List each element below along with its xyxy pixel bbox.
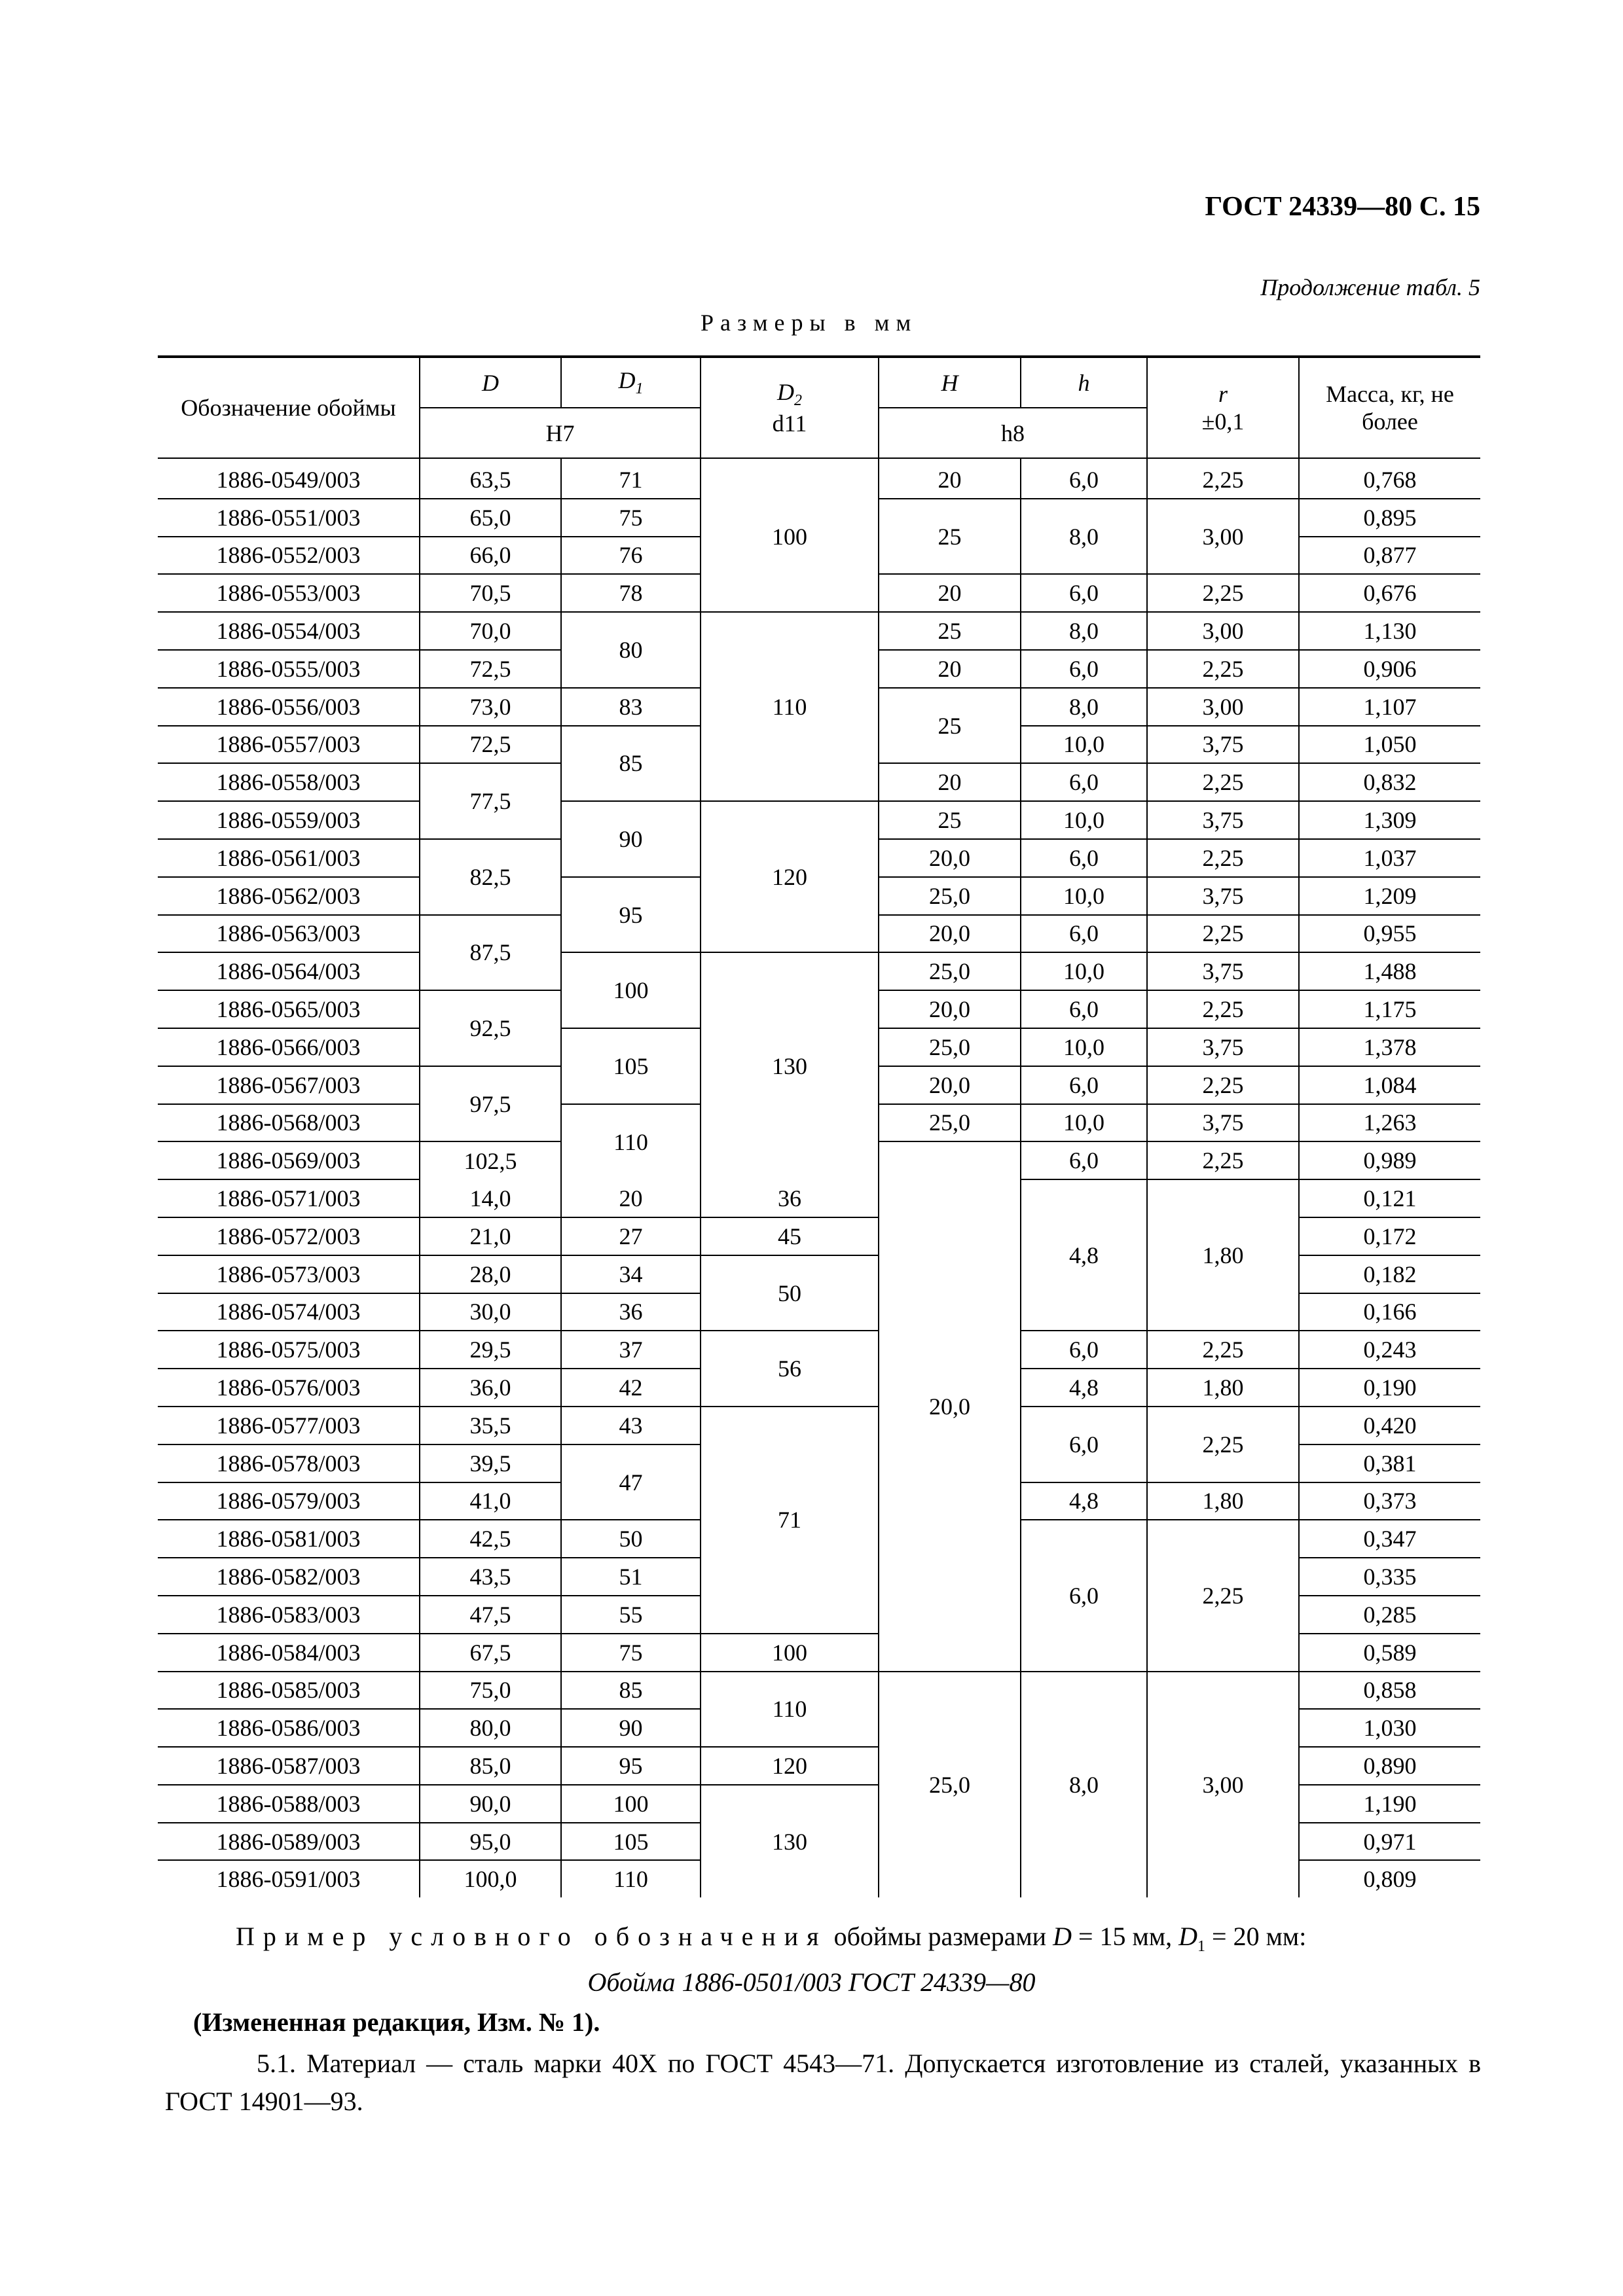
cell-h: 6,0	[1021, 990, 1147, 1028]
cell-mass: 0,890	[1299, 1747, 1480, 1785]
cell-d: 90,0	[420, 1785, 561, 1823]
cell-mass: 1,037	[1299, 839, 1480, 877]
cell-d: 87,5	[420, 915, 561, 991]
document-header: ГОСТ 24339—80 С. 15	[1205, 192, 1480, 222]
cell-d2: 130	[701, 952, 879, 1179]
cell-d: 72,5	[420, 726, 561, 764]
cell-mass: 0,676	[1299, 574, 1480, 612]
cell-mass: 0,347	[1299, 1520, 1480, 1558]
cell-d1: 55	[561, 1596, 701, 1634]
cell-designation: 1886-0579/003	[158, 1482, 420, 1520]
cell-designation: 1886-0569/003	[158, 1141, 420, 1179]
cell-mass: 1,050	[1299, 726, 1480, 764]
cell-designation: 1886-0587/003	[158, 1747, 420, 1785]
cell-r: 3,75	[1147, 1104, 1299, 1142]
cell-d1: 50	[561, 1520, 701, 1558]
table-row	[158, 1179, 1480, 1217]
cell-r: 2,25	[1147, 839, 1299, 877]
cell-d: 72,5	[420, 650, 561, 688]
cell-r: 3,75	[1147, 952, 1299, 990]
cell-designation: 1886-0562/003	[158, 877, 420, 915]
cell-h: 8,0	[1021, 499, 1147, 575]
cell-h: 20	[879, 574, 1021, 612]
cell-d: 39,5	[420, 1444, 561, 1482]
cell-d1: 51	[561, 1558, 701, 1596]
cell-designation: 1886-0565/003	[158, 990, 420, 1028]
cell-h: 25,0	[879, 952, 1021, 990]
cell-designation: 1886-0551/003	[158, 499, 420, 537]
cell-d: 47,5	[420, 1596, 561, 1634]
table-row	[158, 801, 1480, 839]
cell-d1: 90	[561, 1709, 701, 1747]
cell-h: 20,0	[879, 990, 1021, 1028]
cell-mass: 0,858	[1299, 1672, 1480, 1710]
cell-d: 97,5	[420, 1066, 561, 1142]
cell-r: 3,75	[1147, 801, 1299, 839]
cell-mass: 1,030	[1299, 1709, 1480, 1747]
units-caption: Размеры в мм	[701, 310, 918, 336]
cell-d: 67,5	[420, 1634, 561, 1672]
cell-r: 2,25	[1147, 1331, 1299, 1369]
cell-d1: 71	[561, 458, 701, 499]
cell-d2: 36	[701, 1179, 879, 1217]
dimensions-table	[158, 355, 1480, 1897]
cell-d1: 36	[561, 1293, 701, 1331]
cell-mass: 0,809	[1299, 1860, 1480, 1897]
cell-d1: 78	[561, 574, 701, 612]
cell-d1: 85	[561, 726, 701, 802]
cell-mass: 1,175	[1299, 990, 1480, 1028]
table-row	[158, 952, 1480, 990]
cell-h: 6,0	[1021, 763, 1147, 801]
col-H: H	[879, 357, 1021, 408]
cell-designation: 1886-0591/003	[158, 1860, 420, 1897]
cell-d1: 75	[561, 1634, 701, 1672]
cell-h: 6,0	[1021, 839, 1147, 877]
cell-r: 2,25	[1147, 650, 1299, 688]
cell-h: 6,0	[1021, 915, 1147, 953]
cell-h: 20	[879, 458, 1021, 499]
cell-h: 20,0	[879, 839, 1021, 877]
cell-r: 2,25	[1147, 1520, 1299, 1671]
cell-h: 25	[879, 688, 1021, 764]
cell-mass: 0,832	[1299, 763, 1480, 801]
cell-d1: 110	[561, 1104, 701, 1180]
cell-h: 10,0	[1021, 1028, 1147, 1066]
cell-d: 65,0	[420, 499, 561, 537]
tolerance-H7: H7	[420, 408, 701, 458]
cell-d1: 37	[561, 1331, 701, 1369]
cell-designation: 1886-0581/003	[158, 1520, 420, 1558]
cell-mass: 1,209	[1299, 877, 1480, 915]
cell-h: 6,0	[1021, 458, 1147, 499]
cell-h: 25	[879, 499, 1021, 575]
cell-designation: 1886-0566/003	[158, 1028, 420, 1066]
col-D1: $D_1$	[561, 357, 701, 408]
cell-h: 20,0	[879, 915, 1021, 953]
cell-d2: 56	[701, 1331, 879, 1407]
cell-mass: 0,166	[1299, 1293, 1480, 1331]
cell-designation: 1886-0568/003	[158, 1104, 420, 1142]
cell-designation: 1886-0558/003	[158, 763, 420, 801]
cell-h: 20,0	[879, 1066, 1021, 1104]
cell-mass: 0,172	[1299, 1217, 1480, 1255]
cell-d: 41,0	[420, 1482, 561, 1520]
cell-r: 2,25	[1147, 763, 1299, 801]
col-mass: Масса, кг, не более	[1299, 357, 1480, 458]
cell-designation: 1886-0589/003	[158, 1823, 420, 1861]
cell-r: 2,25	[1147, 1407, 1299, 1482]
cell-h: 8,0	[1021, 688, 1147, 726]
cell-r: 2,25	[1147, 915, 1299, 953]
cell-d: 77,5	[420, 763, 561, 839]
cell-d: 92,5	[420, 990, 561, 1066]
cell-designation: 1886-0583/003	[158, 1596, 420, 1634]
cell-mass: 0,989	[1299, 1141, 1480, 1179]
col-h: h	[1021, 357, 1147, 408]
cell-d: 66,0	[420, 537, 561, 575]
cell-designation: 1886-0585/003	[158, 1672, 420, 1710]
table-row	[158, 458, 1480, 499]
cell-r: 2,25	[1147, 1066, 1299, 1104]
cell-d1: 20	[561, 1179, 701, 1217]
cell-mass: 1,378	[1299, 1028, 1480, 1066]
revision-note: (Измененная редакция, Изм. № 1).	[193, 2007, 600, 2037]
cell-d1: 80	[561, 612, 701, 688]
cell-designation: 1886-0552/003	[158, 537, 420, 575]
cell-mass: 0,768	[1299, 458, 1480, 499]
cell-h: 25,0	[879, 877, 1021, 915]
cell-r: 3,00	[1147, 612, 1299, 650]
cell-designation: 1886-0578/003	[158, 1444, 420, 1482]
cell-d: 73,0	[420, 688, 561, 726]
cell-d1: 95	[561, 1747, 701, 1785]
cell-mass: 0,420	[1299, 1407, 1480, 1444]
cell-mass: 1,488	[1299, 952, 1480, 990]
cell-designation: 1886-0567/003	[158, 1066, 420, 1104]
cell-h: 20	[879, 650, 1021, 688]
cell-h: 4,8	[1021, 1482, 1147, 1520]
cell-d1: 76	[561, 537, 701, 575]
cell-d1: 47	[561, 1444, 701, 1520]
table-row	[158, 612, 1480, 650]
cell-d: 100,0	[420, 1860, 561, 1897]
cell-r: 1,80	[1147, 1482, 1299, 1520]
example-code: Обойма 1886-0501/003 ГОСТ 24339—80	[587, 1967, 1036, 1997]
cell-designation: 1886-0564/003	[158, 952, 420, 990]
cell-d1: 85	[561, 1672, 701, 1710]
cell-mass: 1,107	[1299, 688, 1480, 726]
cell-d: 102,5	[420, 1141, 561, 1179]
cell-d2: 110	[701, 612, 879, 801]
cell-designation: 1886-0563/003	[158, 915, 420, 953]
cell-h: 4,8	[1021, 1369, 1147, 1407]
cell-mass: 1,263	[1299, 1104, 1480, 1142]
cell-r: 3,00	[1147, 688, 1299, 726]
cell-d2: 130	[701, 1785, 879, 1897]
cell-designation: 1886-0584/003	[158, 1634, 420, 1672]
tolerance-h8: h8	[879, 408, 1147, 458]
cell-d: 29,5	[420, 1331, 561, 1369]
cell-r: 3,75	[1147, 877, 1299, 915]
col-designation: Обозначение обоймы	[158, 357, 420, 458]
cell-h: 6,0	[1021, 1407, 1147, 1482]
cell-r: 2,25	[1147, 458, 1299, 499]
cell-d: 85,0	[420, 1747, 561, 1785]
cell-r: 2,25	[1147, 574, 1299, 612]
cell-d: 42,5	[420, 1520, 561, 1558]
cell-mass: 0,190	[1299, 1369, 1480, 1407]
cell-d: 95,0	[420, 1823, 561, 1861]
cell-d: 21,0	[420, 1217, 561, 1255]
table-continuation-note: Продолжение табл. 5	[1260, 274, 1480, 300]
cell-d: 35,5	[420, 1407, 561, 1444]
cell-d2: 120	[701, 801, 879, 952]
cell-h: 4,8	[1021, 1179, 1147, 1331]
cell-h: 10,0	[1021, 726, 1147, 764]
cell-h: 20	[879, 763, 1021, 801]
cell-d2: 100	[701, 1634, 879, 1672]
cell-designation: 1886-0573/003	[158, 1255, 420, 1293]
cell-mass: 0,121	[1299, 1179, 1480, 1217]
cell-r: 1,80	[1147, 1179, 1299, 1331]
cell-r: 1,80	[1147, 1369, 1299, 1407]
cell-h: 25	[879, 612, 1021, 650]
col-D: D	[420, 357, 561, 408]
cell-r: 3,00	[1147, 499, 1299, 575]
cell-h: 6,0	[1021, 1520, 1147, 1671]
cell-d2: 45	[701, 1217, 879, 1255]
cell-designation: 1886-0577/003	[158, 1407, 420, 1444]
cell-designation: 1886-0561/003	[158, 839, 420, 877]
cell-r: 2,25	[1147, 990, 1299, 1028]
cell-mass: 0,971	[1299, 1823, 1480, 1861]
cell-d: 70,0	[420, 612, 561, 650]
cell-r: 3,75	[1147, 1028, 1299, 1066]
cell-d1: 27	[561, 1217, 701, 1255]
col-r: r ±0,1	[1147, 357, 1299, 458]
cell-d1: 43	[561, 1407, 701, 1444]
cell-h: 10,0	[1021, 1104, 1147, 1142]
cell-mass: 0,182	[1299, 1255, 1480, 1293]
cell-r: 3,75	[1147, 726, 1299, 764]
cell-d1: 100	[561, 1785, 701, 1823]
cell-mass: 0,906	[1299, 650, 1480, 688]
cell-h: 25,0	[879, 1028, 1021, 1066]
cell-designation: 1886-0555/003	[158, 650, 420, 688]
cell-h: 10,0	[1021, 801, 1147, 839]
cell-r: 2,25	[1147, 1141, 1299, 1179]
cell-d: 30,0	[420, 1293, 561, 1331]
cell-h: 10,0	[1021, 952, 1147, 990]
cell-mass: 0,589	[1299, 1634, 1480, 1672]
cell-mass: 0,285	[1299, 1596, 1480, 1634]
table-header	[158, 357, 1480, 458]
material-paragraph: 5.1. Материал — сталь марки 40Х по ГОСТ 4543—71. Допускается изготовление из сталей, указанных в ГОСТ 14901—93.	[165, 2049, 1481, 2116]
cell-mass: 0,877	[1299, 537, 1480, 575]
cell-h: 6,0	[1021, 1141, 1147, 1179]
table-row	[158, 1407, 1480, 1444]
cell-d: 14,0	[420, 1179, 561, 1217]
cell-designation: 1886-0575/003	[158, 1331, 420, 1369]
cell-designation: 1886-0556/003	[158, 688, 420, 726]
cell-designation: 1886-0586/003	[158, 1709, 420, 1747]
cell-h: 6,0	[1021, 650, 1147, 688]
cell-d2: 120	[701, 1747, 879, 1785]
cell-designation: 1886-0559/003	[158, 801, 420, 839]
cell-designation: 1886-0571/003	[158, 1179, 420, 1217]
cell-designation: 1886-0588/003	[158, 1785, 420, 1823]
cell-d: 36,0	[420, 1369, 561, 1407]
cell-h: 25,0	[879, 1672, 1021, 1898]
cell-mass: 1,130	[1299, 612, 1480, 650]
cell-designation: 1886-0554/003	[158, 612, 420, 650]
cell-d1: 90	[561, 801, 701, 877]
table-body	[158, 458, 1480, 1897]
cell-d1: 83	[561, 688, 701, 726]
cell-mass: 0,243	[1299, 1331, 1480, 1369]
cell-designation: 1886-0553/003	[158, 574, 420, 612]
cell-h: 20,0	[879, 1141, 1021, 1671]
cell-h: 8,0	[1021, 612, 1147, 650]
cell-designation: 1886-0572/003	[158, 1217, 420, 1255]
example-designation: Пример условного обозначения обоймы размерами D = 15 мм, $D_1 = 20$ мм:	[236, 1922, 1307, 1955]
table-row	[158, 1672, 1480, 1710]
cell-d1: 42	[561, 1369, 701, 1407]
cell-h: 25,0	[879, 1104, 1021, 1142]
cell-d1: 105	[561, 1823, 701, 1861]
cell-d1: 110	[561, 1860, 701, 1897]
cell-d1: 105	[561, 1028, 701, 1104]
cell-mass: 0,373	[1299, 1482, 1480, 1520]
cell-designation: 1886-0557/003	[158, 726, 420, 764]
cell-d: 43,5	[420, 1558, 561, 1596]
cell-h: 6,0	[1021, 1066, 1147, 1104]
cell-mass: 1,309	[1299, 801, 1480, 839]
cell-d1: 34	[561, 1255, 701, 1293]
cell-d2: 110	[701, 1672, 879, 1748]
cell-mass: 0,335	[1299, 1558, 1480, 1596]
cell-mass: 0,955	[1299, 915, 1480, 953]
cell-designation: 1886-0549/003	[158, 458, 420, 499]
cell-h: 8,0	[1021, 1672, 1147, 1898]
cell-h: 6,0	[1021, 1331, 1147, 1369]
table-row	[158, 1331, 1480, 1369]
cell-d: 82,5	[420, 839, 561, 915]
cell-h: 25	[879, 801, 1021, 839]
cell-designation: 1886-0582/003	[158, 1558, 420, 1596]
cell-d: 70,5	[420, 574, 561, 612]
cell-mass: 0,381	[1299, 1444, 1480, 1482]
cell-d: 28,0	[420, 1255, 561, 1293]
example-label: Пример условного обозначения	[236, 1922, 828, 1951]
cell-d2: 71	[701, 1407, 879, 1634]
cell-d: 75,0	[420, 1672, 561, 1710]
cell-d: 63,5	[420, 458, 561, 499]
cell-d1: 75	[561, 499, 701, 537]
cell-d1: 100	[561, 952, 701, 1028]
cell-designation: 1886-0576/003	[158, 1369, 420, 1407]
cell-d2: 50	[701, 1255, 879, 1331]
col-D2: $D_2$ d11	[701, 357, 879, 458]
cell-mass: 0,895	[1299, 499, 1480, 537]
cell-mass: 1,084	[1299, 1066, 1480, 1104]
cell-h: 10,0	[1021, 877, 1147, 915]
cell-mass: 1,190	[1299, 1785, 1480, 1823]
cell-d2: 100	[701, 458, 879, 612]
cell-d1: 95	[561, 877, 701, 953]
cell-h: 6,0	[1021, 574, 1147, 612]
cell-r: 3,00	[1147, 1672, 1299, 1898]
cell-d: 80,0	[420, 1709, 561, 1747]
cell-designation: 1886-0574/003	[158, 1293, 420, 1331]
